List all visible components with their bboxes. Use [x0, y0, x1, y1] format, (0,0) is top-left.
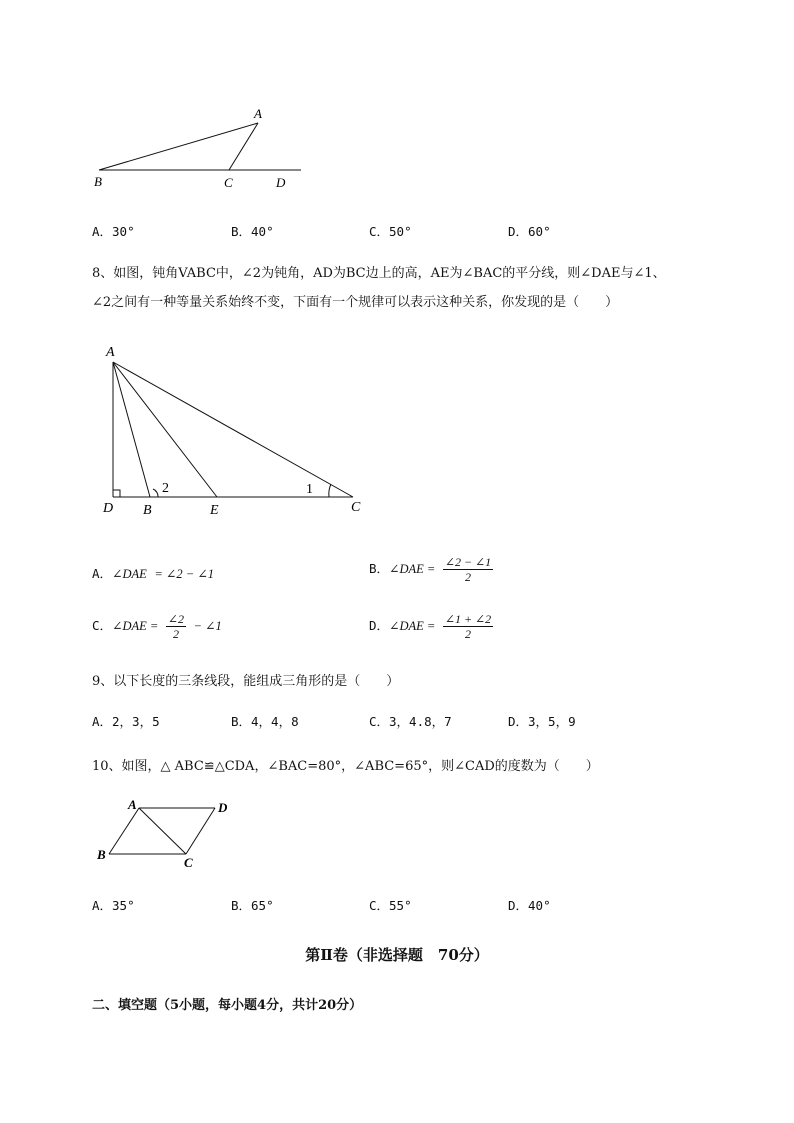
section2-heading: 二、填空题（5小题，每小题4分，共计20分） — [92, 998, 363, 1013]
fig7-label-b: B — [94, 174, 102, 189]
q7-option-d[interactable]: D．60° — [508, 224, 551, 239]
q9-option-b[interactable]: B．4，4，8 — [231, 714, 299, 729]
q8-option-c-numerator: ∠2 — [167, 612, 184, 626]
q8-option-b-denominator: 2 — [465, 570, 472, 584]
q10-option-c[interactable]: C．55° — [369, 898, 412, 913]
q9-question: 9、以下长度的三条线段，能组成三角形的是（ ） — [92, 674, 400, 689]
q7-option-a[interactable]: A．30° — [92, 224, 135, 239]
fig10-label-d: D — [218, 800, 228, 815]
fig8-label-b: B — [143, 503, 152, 518]
q9-option-a[interactable]: A．2，3，5 — [92, 714, 160, 729]
q8-option-b-numerator: ∠2 − ∠1 — [444, 555, 492, 569]
q8-question-line1: 8、如图，钝角VABC中，∠2为钝角，AD为BC边上的高，AE为∠BAC的平分线，则∠DAE与∠1、 — [92, 266, 666, 281]
fig8-label-c: C — [351, 500, 361, 515]
fig10-label-c: C — [184, 855, 193, 870]
figure-q7-triangle — [85, 100, 315, 195]
q8-option-d-letter: D． — [369, 618, 390, 633]
q8-option-d-lhs: ∠DAE = — [389, 619, 436, 633]
q8-option-d[interactable] — [369, 612, 493, 641]
fig8-label-d: D — [103, 501, 114, 516]
q9-option-c[interactable]: C．3，4.8，7 — [369, 714, 452, 729]
q8-option-a[interactable] — [92, 564, 214, 582]
q8-option-c-tail: − ∠1 — [193, 619, 222, 633]
fig7-label-d: D — [276, 175, 286, 190]
q8-option-d-fraction — [443, 612, 493, 641]
fig10-label-b: B — [97, 847, 106, 862]
figure-q10-parallelogram — [92, 795, 242, 870]
q8-option-b[interactable] — [369, 555, 493, 584]
q8-option-c-lhs: ∠DAE = — [112, 619, 159, 633]
q8-question-line2: ∠2之间有一种等量关系始终不变，下面有一个规律可以表示这种关系，你发现的是（ ） — [92, 295, 619, 310]
fig7-label-a: A — [254, 106, 262, 121]
part2-title: 第Ⅱ卷（非选择题 70分） — [305, 946, 489, 964]
q8-option-b-fraction — [443, 555, 493, 584]
q10-option-d[interactable]: D．40° — [508, 898, 551, 913]
q8-option-d-denominator: 2 — [465, 627, 472, 641]
q8-option-a-letter: A． — [92, 566, 113, 581]
q10-option-a[interactable]: A．35° — [92, 898, 135, 913]
q8-option-c-fraction — [166, 612, 186, 641]
fig8-label-a: A — [106, 345, 115, 360]
q10-question: 10、如图，△ ABC≌△CDA，∠BAC=80°，∠ABC=65°，则∠CAD的度数为（ ） — [92, 759, 599, 774]
q8-option-b-letter: B． — [369, 561, 390, 576]
q8-option-c[interactable] — [92, 612, 222, 641]
q7-option-c[interactable]: C．50° — [369, 224, 412, 239]
fig8-label-e: E — [210, 503, 219, 518]
fig7-label-c: C — [224, 175, 233, 190]
q9-option-d[interactable]: D．3，5，9 — [508, 714, 576, 729]
q8-option-d-numerator: ∠1 + ∠2 — [444, 612, 492, 626]
fig10-label-a: A — [128, 797, 137, 812]
q7-option-b[interactable]: B．40° — [231, 224, 274, 239]
q8-option-a-lhs: ∠DAE — [112, 567, 147, 581]
q8-option-c-letter: C． — [92, 618, 113, 633]
fig8-angle-2: 2 — [162, 481, 169, 496]
q10-option-b[interactable]: B．65° — [231, 898, 274, 913]
q8-option-c-denominator: 2 — [172, 627, 179, 641]
q8-option-b-lhs: ∠DAE = — [389, 562, 436, 576]
figure-q8-triangle — [95, 338, 385, 523]
q8-option-a-rhs: = ∠2 − ∠1 — [154, 567, 215, 581]
fig8-angle-1: 1 — [306, 482, 313, 497]
